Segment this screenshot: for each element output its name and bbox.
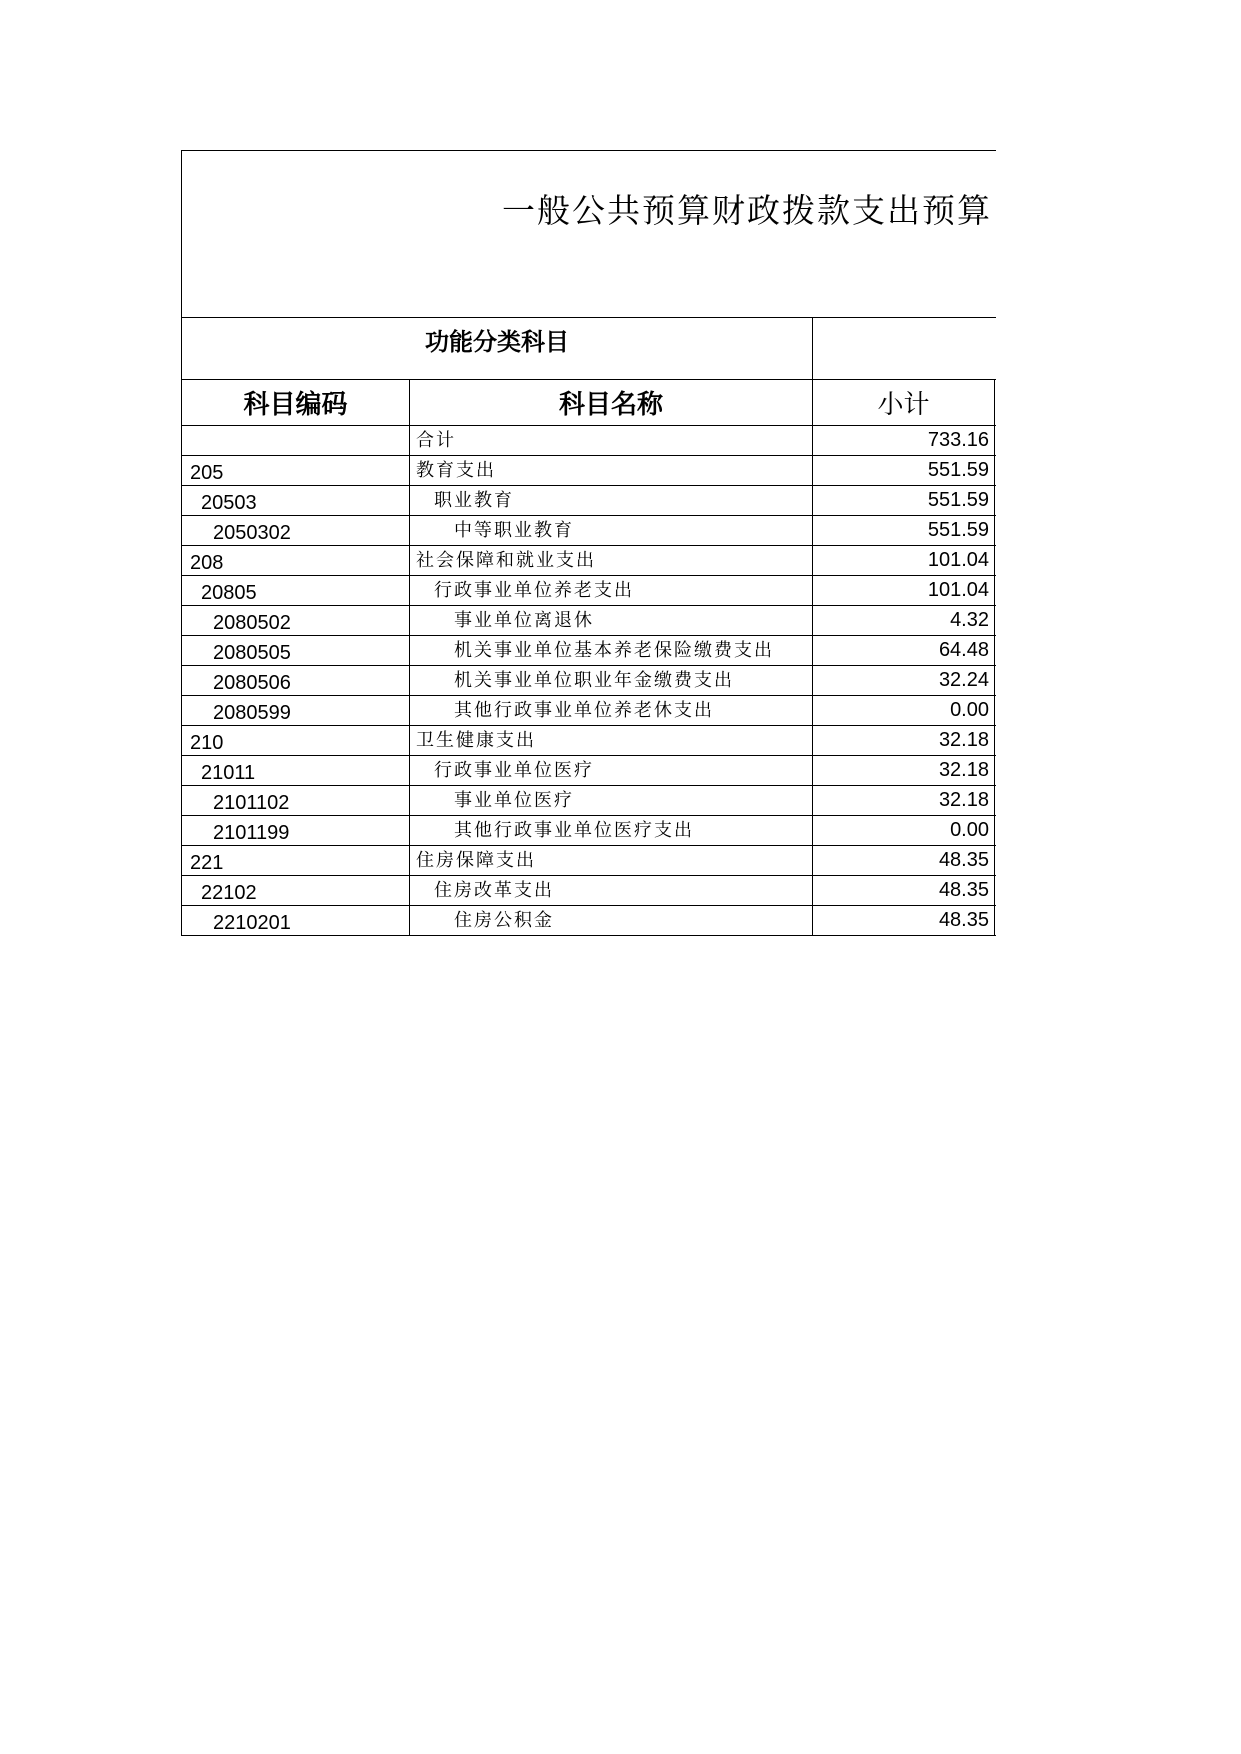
subject-code-cell (182, 846, 410, 876)
clipped-column-cell (995, 816, 997, 846)
subject-code-cell (182, 666, 410, 696)
subject-name-cell (410, 906, 813, 936)
table-row (182, 516, 997, 546)
subject-name: 机关事业单位职业年金缴费支出 (454, 670, 734, 691)
subject-name-cell (410, 426, 813, 456)
subject-name: 合计 (416, 430, 456, 451)
clipped-column-cell (995, 576, 997, 606)
subject-name: 中等职业教育 (454, 520, 574, 541)
subject-name-header: 科目名称 (410, 380, 813, 426)
subtotal-cell: 48.35 (813, 906, 995, 936)
subject-name-cell (410, 636, 813, 666)
table-row (182, 606, 997, 636)
clipped-column-cell (995, 906, 997, 936)
table-row (182, 426, 997, 456)
subject-code: 2101199 (213, 822, 290, 844)
subject-code-cell (182, 456, 410, 486)
subject-name-cell (410, 666, 813, 696)
subtotal-header: 小计 (813, 380, 995, 426)
clipped-column-cell (995, 696, 997, 726)
subtotal-cell: 101.04 (813, 576, 995, 606)
subject-code-cell (182, 516, 410, 546)
table-row (182, 546, 997, 576)
subject-name: 住房公积金 (454, 910, 554, 931)
subtotal-cell: 48.35 (813, 876, 995, 906)
subject-code-cell (182, 576, 410, 606)
subtotal-cell: 4.32 (813, 606, 995, 636)
subject-code: 2080502 (213, 612, 291, 634)
subject-code-cell (182, 816, 410, 846)
clipped-column-cell (995, 456, 997, 486)
subject-code-cell (182, 486, 410, 516)
subject-name: 事业单位离退休 (454, 610, 594, 631)
subtotal-cell: 48.35 (813, 846, 995, 876)
clipped-column-cell (995, 486, 997, 516)
subject-code-cell (182, 876, 410, 906)
clipped-column-header (995, 380, 997, 426)
table-row (182, 456, 997, 486)
clipped-column-cell (995, 636, 997, 666)
subject-name: 行政事业单位医疗 (434, 760, 594, 781)
subject-name-cell (410, 546, 813, 576)
subject-name-cell (410, 726, 813, 756)
subtotal-cell: 733.16 (813, 426, 995, 456)
subject-code-cell (182, 696, 410, 726)
table-row (182, 846, 997, 876)
subject-name-cell (410, 846, 813, 876)
subject-code: 20805 (201, 582, 257, 604)
title-box (181, 150, 996, 318)
amount-group-header (813, 318, 997, 380)
subject-code-cell (182, 546, 410, 576)
subject-code: 210 (190, 732, 224, 754)
subject-code: 2050302 (213, 522, 291, 544)
subtotal-cell: 32.18 (813, 786, 995, 816)
subtotal-cell: 0.00 (813, 696, 995, 726)
subject-name-cell (410, 756, 813, 786)
subject-name-cell (410, 486, 813, 516)
subject-name: 机关事业单位基本养老保险缴费支出 (454, 640, 774, 661)
subject-code: 22102 (201, 882, 257, 904)
table-row (182, 666, 997, 696)
subject-code: 205 (190, 462, 224, 484)
subtotal-cell: 551.59 (813, 516, 995, 546)
subtotal-cell: 551.59 (813, 486, 995, 516)
budget-sheet (181, 150, 996, 940)
function-category-header: 功能分类科目 (182, 318, 813, 380)
subtotal-cell: 0.00 (813, 816, 995, 846)
subject-code: 2080599 (213, 702, 291, 724)
subject-name-cell (410, 606, 813, 636)
table-row (182, 696, 997, 726)
budget-table (181, 317, 996, 936)
subject-name-cell (410, 456, 813, 486)
clipped-column-cell (995, 726, 997, 756)
subject-code-cell (182, 756, 410, 786)
subject-name: 其他行政事业单位医疗支出 (454, 820, 694, 841)
subject-code-cell (182, 606, 410, 636)
table-row (182, 876, 997, 906)
subtotal-cell: 32.24 (813, 666, 995, 696)
subject-code: 221 (190, 852, 224, 874)
clipped-column-cell (995, 516, 997, 546)
subtotal-cell: 101.04 (813, 546, 995, 576)
table-row (182, 576, 997, 606)
table-row (182, 816, 997, 846)
subtotal-cell: 64.48 (813, 636, 995, 666)
subject-name-cell (410, 696, 813, 726)
subtotal-cell: 32.18 (813, 726, 995, 756)
table-row (182, 756, 997, 786)
subject-name-cell (410, 876, 813, 906)
subject-name: 教育支出 (416, 460, 496, 481)
subject-code-cell (182, 906, 410, 936)
subject-name: 职业教育 (434, 490, 514, 511)
subject-name-cell (410, 516, 813, 546)
table-row (182, 786, 997, 816)
clipped-column-cell (995, 756, 997, 786)
clipped-column-cell (995, 546, 997, 576)
subject-code-header: 科目编码 (182, 380, 410, 426)
header-row-columns (182, 380, 997, 426)
subject-code: 208 (190, 552, 224, 574)
subject-code: 2080505 (213, 642, 291, 664)
subject-name-cell (410, 816, 813, 846)
subject-name: 卫生健康支出 (416, 730, 536, 751)
clipped-column-cell (995, 606, 997, 636)
subtotal-cell: 32.18 (813, 756, 995, 786)
subject-code: 2080506 (213, 672, 291, 694)
subject-name: 其他行政事业单位养老休支出 (454, 700, 714, 721)
page-title: 一般公共预算财政拨款支出预算 (502, 191, 992, 230)
table-row (182, 726, 997, 756)
subject-name: 住房改革支出 (434, 880, 554, 901)
clipped-column-cell (995, 666, 997, 696)
subtotal-cell: 551.59 (813, 456, 995, 486)
subject-code-cell (182, 636, 410, 666)
subject-code-cell (182, 426, 410, 456)
header-row-group (182, 318, 997, 380)
subject-code: 2210201 (213, 912, 291, 934)
clipped-column-cell (995, 876, 997, 906)
clipped-column-cell (995, 426, 997, 456)
subject-code (186, 432, 190, 454)
subject-code: 2101102 (213, 792, 290, 814)
subject-name: 社会保障和就业支出 (416, 550, 596, 571)
subject-code-cell (182, 786, 410, 816)
subject-code-cell (182, 726, 410, 756)
subject-name-cell (410, 576, 813, 606)
subject-name: 住房保障支出 (416, 850, 536, 871)
subject-name: 事业单位医疗 (454, 790, 574, 811)
subject-code: 21011 (201, 762, 256, 784)
clipped-column-cell (995, 846, 997, 876)
table-row (182, 636, 997, 666)
clipped-column-cell (995, 786, 997, 816)
subject-name: 行政事业单位养老支出 (434, 580, 634, 601)
subject-name-cell (410, 786, 813, 816)
table-row (182, 486, 997, 516)
subject-code: 20503 (201, 492, 257, 514)
table-row (182, 906, 997, 936)
